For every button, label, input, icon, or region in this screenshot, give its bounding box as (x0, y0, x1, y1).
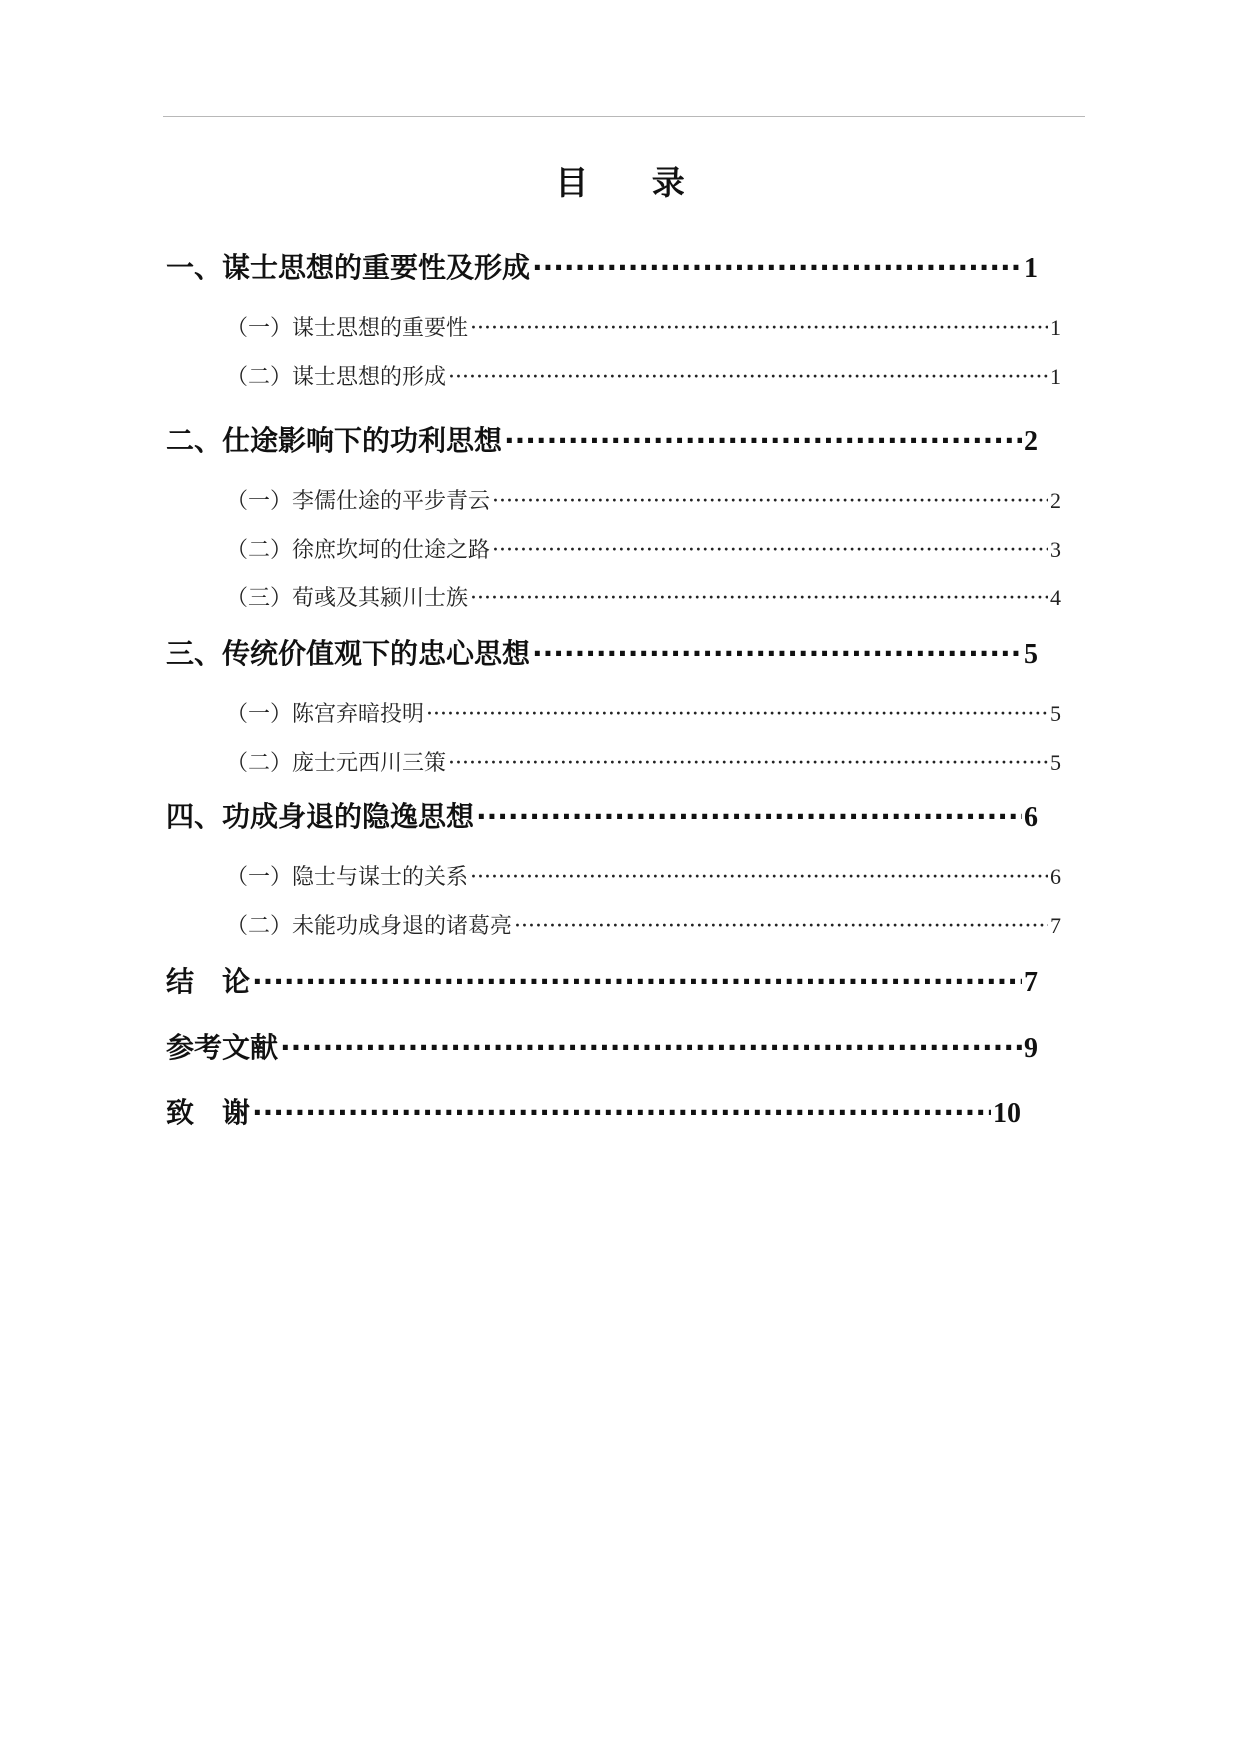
dot-leader (426, 698, 1048, 731)
dot-leader (476, 797, 1022, 837)
toc-entry-acknowledgements[interactable] (166, 1093, 1021, 1133)
toc-entry-section-1-1[interactable] (226, 311, 1061, 345)
dot-leader (504, 421, 1022, 461)
toc-entry-text: （一）李儒仕途的平步青云 (226, 489, 491, 514)
toc-entry-section-1-2[interactable] (226, 360, 1061, 394)
header-rule (163, 116, 1085, 117)
toc-entry-references[interactable] (166, 1028, 1038, 1068)
dot-leader (492, 485, 1048, 518)
toc-entry-text: （一）隐士与谋士的关系 (226, 865, 469, 890)
toc-entry-text: 四、功成身退的隐逸思想 (166, 800, 475, 833)
toc-page-number: 3 (1050, 537, 1061, 562)
toc-page-number: 1 (1050, 364, 1061, 389)
toc-entry-section-3-2[interactable] (226, 746, 1061, 780)
toc-entry-text: （二）谋士思想的形成 (226, 365, 447, 390)
toc-entry-text: （一）谋士思想的重要性 (226, 316, 469, 341)
toc-entry-chapter-4[interactable] (166, 797, 1038, 837)
dot-leader (448, 747, 1048, 780)
toc-page-number: 9 (1024, 1033, 1038, 1064)
toc-entry-section-2-3[interactable] (226, 581, 1061, 615)
toc-entry-chapter-2[interactable] (166, 421, 1038, 461)
dot-leader (470, 861, 1048, 894)
toc-page-number: 4 (1050, 585, 1061, 610)
toc-entry-chapter-3[interactable] (166, 634, 1038, 674)
dot-leader (514, 910, 1048, 943)
toc-entry-text: 结 论 (166, 965, 251, 998)
toc-entry-section-3-1[interactable] (226, 697, 1061, 731)
toc-page-number: 6 (1050, 864, 1061, 889)
dot-leader (448, 361, 1048, 394)
toc-entry-text: （二）未能功成身退的诸葛亮 (226, 914, 513, 939)
toc-entry-text: 三、传统价值观下的忠心思想 (166, 637, 531, 670)
toc-entry-section-2-1[interactable] (226, 484, 1061, 518)
toc-entry-section-4-1[interactable] (226, 860, 1061, 894)
toc-entry-text: （三）荀彧及其颍川士族 (226, 586, 469, 611)
dot-leader (532, 634, 1022, 674)
toc-entry-text: 致 谢 (166, 1096, 251, 1129)
toc-page-number: 7 (1024, 967, 1038, 998)
toc-entry-text: （一）陈宫弃暗投明 (226, 702, 425, 727)
dot-leader (280, 1028, 1022, 1068)
toc-entry-text: 一、谋士思想的重要性及形成 (166, 251, 531, 284)
toc-entry-text: （二）庞士元西川三策 (226, 751, 447, 776)
dot-leader (492, 534, 1048, 567)
toc-entry-section-4-2[interactable] (226, 909, 1061, 943)
toc-page-number: 1 (1024, 253, 1038, 284)
toc-title: 目 录 (555, 163, 711, 202)
toc-page-number: 5 (1024, 639, 1038, 670)
toc-page-number: 6 (1024, 802, 1038, 833)
toc-page-number: 2 (1024, 426, 1038, 457)
toc-entry-text: 二、仕途影响下的功利思想 (166, 424, 503, 457)
toc-page-number: 1 (1050, 315, 1061, 340)
dot-leader (470, 312, 1048, 345)
toc-entry-text: 参考文献 (166, 1031, 279, 1064)
dot-leader (252, 1093, 991, 1133)
toc-page-number: 2 (1050, 488, 1061, 513)
dot-leader (252, 962, 1022, 1002)
toc-entry-chapter-1[interactable] (166, 248, 1038, 288)
toc-entry-conclusion[interactable] (166, 962, 1038, 1002)
toc-page-number: 7 (1050, 913, 1061, 938)
toc-page-number: 10 (993, 1098, 1021, 1129)
toc-page-number: 5 (1050, 701, 1061, 726)
toc-entry-section-2-2[interactable] (226, 533, 1061, 567)
dot-leader (470, 582, 1048, 615)
toc-page-number: 5 (1050, 750, 1061, 775)
toc-entry-text: （二）徐庶坎坷的仕途之路 (226, 538, 491, 563)
dot-leader (532, 248, 1022, 288)
